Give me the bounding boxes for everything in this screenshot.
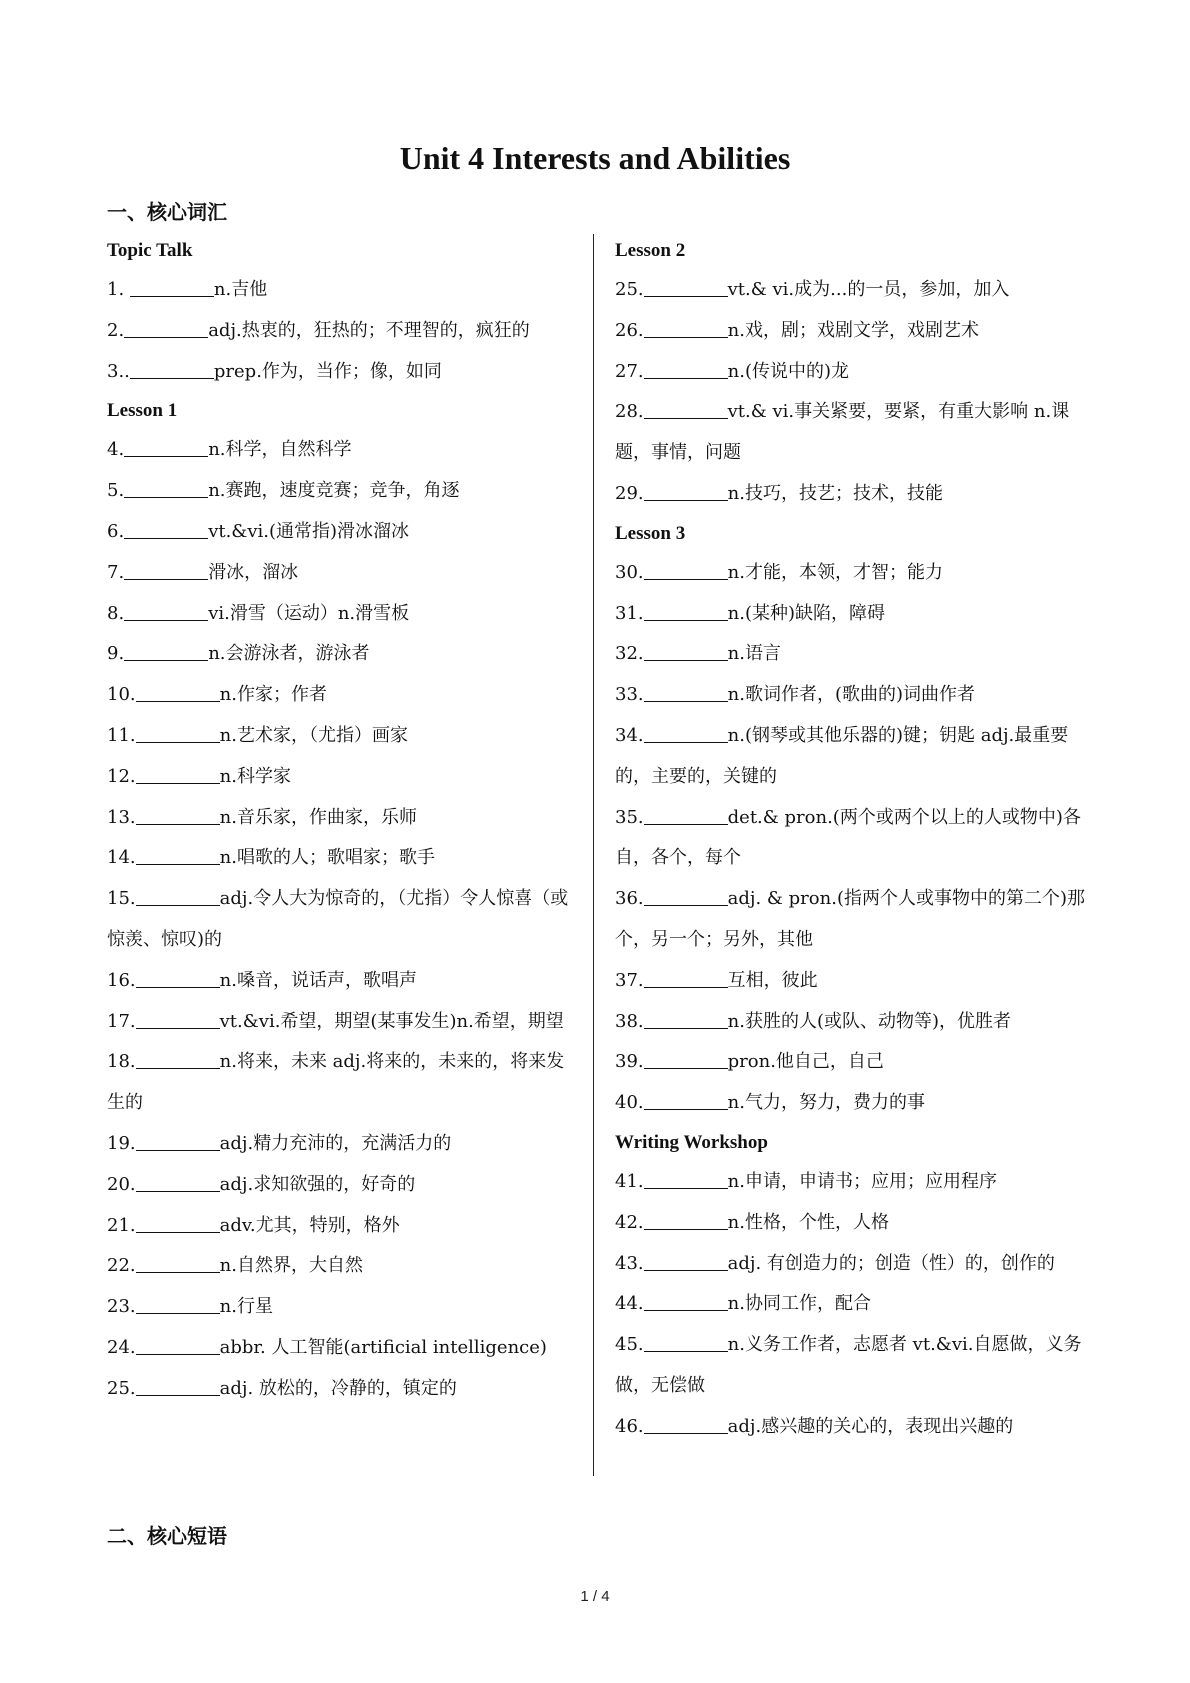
item-definition: n.唱歌的人；歌唱家；歌手 bbox=[219, 847, 435, 869]
item-number: 5. bbox=[107, 480, 125, 502]
item-number: 41. bbox=[615, 1170, 644, 1192]
item-definition: n.作家；作者 bbox=[219, 684, 327, 706]
item-definition: det.& pron.(两个或两个以上的人或物中)各自，各个，每个 bbox=[615, 806, 1081, 869]
item-definition: n.语言 bbox=[727, 643, 781, 665]
item-definition: prep.作为，当作；像，如同 bbox=[213, 360, 442, 382]
item-number: 20. bbox=[107, 1173, 136, 1195]
item-number: 28. bbox=[615, 401, 644, 423]
item-definition: adj.令人大为惊奇的，（尤指）令人惊喜（或惊羡、惊叹)的 bbox=[107, 888, 569, 950]
item-definition: pron.他自己，自己 bbox=[727, 1051, 884, 1073]
item-definition: n.(传说中的)龙 bbox=[727, 360, 849, 382]
item-number: 8. bbox=[107, 602, 125, 624]
item-number: 39. bbox=[615, 1051, 644, 1073]
answer-blank[interactable] bbox=[644, 804, 728, 825]
item-definition: n.歌词作者，(歌曲的)词曲作者 bbox=[727, 684, 975, 706]
item-number: 6. bbox=[107, 520, 125, 542]
item-number: 32. bbox=[615, 643, 644, 665]
item-definition: n.自然界，大自然 bbox=[219, 1255, 363, 1277]
item-definition: adj. 有创造力的；创造（性）的，创作的 bbox=[727, 1252, 1055, 1274]
item-definition: n.(钢琴或其他乐器的)键；钥匙 adj.最重要的，主要的，关键的 bbox=[615, 724, 1069, 787]
item-number: 10. bbox=[107, 684, 136, 706]
item-number: 40. bbox=[615, 1092, 644, 1114]
answer-blank[interactable] bbox=[644, 1209, 728, 1230]
item-number: 25. bbox=[107, 1377, 136, 1399]
item-number: 27. bbox=[615, 360, 644, 382]
vocab-item bbox=[615, 352, 1085, 393]
lesson-subheading: Lesson 2 bbox=[615, 240, 686, 261]
item-definition: n.获胜的人(或队、动物等)，优胜者 bbox=[727, 1010, 1011, 1032]
item-definition: vt.& vi.成为...的一员，参加，加入 bbox=[727, 279, 1010, 300]
section-heading-phrases: 二、核心短语 bbox=[107, 1524, 227, 1548]
answer-blank[interactable] bbox=[124, 317, 208, 338]
item-definition: n.行星 bbox=[219, 1296, 273, 1318]
item-number: 30. bbox=[615, 561, 644, 583]
item-definition: n.申请，申请书；应用；应用程序 bbox=[727, 1170, 997, 1192]
answer-blank[interactable] bbox=[644, 1008, 728, 1029]
vocab-item bbox=[107, 879, 577, 961]
answer-blank[interactable] bbox=[644, 1168, 728, 1189]
answer-blank[interactable] bbox=[124, 518, 208, 539]
vocab-item bbox=[615, 270, 1085, 311]
item-number: 24. bbox=[107, 1336, 136, 1358]
item-number: 17. bbox=[107, 1010, 136, 1032]
vocab-item bbox=[615, 675, 1085, 716]
vocab-item bbox=[615, 1203, 1085, 1244]
vocab-item bbox=[107, 675, 577, 716]
item-number: 33. bbox=[615, 684, 644, 706]
item-number: 34. bbox=[615, 724, 644, 746]
answer-blank[interactable] bbox=[644, 1250, 728, 1271]
answer-blank[interactable] bbox=[136, 1252, 220, 1273]
item-definition: abbr. 人工智能(artificial intelligence) bbox=[219, 1336, 547, 1358]
item-number: 29. bbox=[615, 482, 644, 504]
item-number: 1. bbox=[107, 279, 130, 300]
vocab-item bbox=[615, 1244, 1085, 1285]
answer-blank[interactable] bbox=[124, 477, 208, 498]
answer-blank[interactable] bbox=[644, 1290, 728, 1311]
item-definition: vt.&vi.希望，期望(某事发生)n.希望，期望 bbox=[219, 1010, 564, 1032]
vocab-item bbox=[107, 1124, 577, 1165]
item-definition: adj.感兴趣的关心的，表现出兴趣的 bbox=[727, 1415, 1014, 1437]
answer-blank[interactable] bbox=[644, 559, 728, 580]
answer-blank[interactable] bbox=[136, 1171, 220, 1192]
vocab-item bbox=[615, 1002, 1085, 1043]
item-definition: vt.& vi.事关紧要，要紧，有重大影响 n.课题，事情，问题 bbox=[615, 401, 1070, 464]
vocab-item bbox=[615, 879, 1085, 961]
answer-blank[interactable] bbox=[644, 398, 728, 419]
item-number: 31. bbox=[615, 602, 644, 624]
answer-blank[interactable] bbox=[124, 559, 208, 580]
answer-blank[interactable] bbox=[136, 1130, 220, 1151]
item-number: 2. bbox=[107, 319, 125, 341]
answer-blank[interactable] bbox=[136, 1334, 220, 1355]
answer-blank[interactable] bbox=[644, 358, 728, 379]
item-definition: n.气力，努力，费力的事 bbox=[727, 1092, 925, 1114]
vocab-item bbox=[107, 311, 577, 352]
answer-blank[interactable] bbox=[644, 1048, 728, 1069]
item-definition: n.音乐家，作曲家，乐师 bbox=[219, 806, 417, 828]
item-number: 38. bbox=[615, 1010, 644, 1032]
item-definition: adj. 放松的，冷静的，镇定的 bbox=[219, 1377, 457, 1399]
answer-blank[interactable] bbox=[124, 640, 208, 661]
item-definition: vt.&vi.(通常指)滑冰溜冰 bbox=[208, 520, 410, 542]
answer-blank[interactable] bbox=[644, 276, 728, 297]
item-number: 37. bbox=[615, 969, 644, 991]
item-number: 23. bbox=[107, 1296, 136, 1318]
lesson-subheading: Lesson 3 bbox=[615, 522, 686, 544]
section-heading-vocabulary: 一、核心词汇 bbox=[107, 200, 227, 224]
answer-blank[interactable] bbox=[644, 640, 728, 661]
item-definition: adj.求知欲强的，好奇的 bbox=[219, 1173, 416, 1195]
item-number: 45. bbox=[615, 1334, 644, 1356]
item-number: 14. bbox=[107, 847, 136, 869]
answer-blank[interactable] bbox=[130, 358, 214, 379]
vocab-item bbox=[615, 1325, 1085, 1407]
answer-blank[interactable] bbox=[136, 844, 220, 865]
vocab-item bbox=[615, 1407, 1085, 1448]
vocab-item bbox=[107, 634, 577, 675]
item-number: 25. bbox=[615, 279, 644, 300]
vocab-item bbox=[107, 757, 577, 798]
item-definition: n.赛跑，速度竞赛；竞争，角逐 bbox=[208, 480, 460, 502]
answer-blank[interactable] bbox=[136, 967, 220, 988]
item-number: 21. bbox=[107, 1214, 136, 1236]
item-definition: n.戏，剧；戏剧文学，戏剧艺术 bbox=[727, 319, 979, 341]
answer-blank[interactable] bbox=[136, 1212, 220, 1233]
item-definition: 滑冰，溜冰 bbox=[208, 561, 299, 583]
item-number: 42. bbox=[615, 1211, 644, 1233]
answer-blank[interactable] bbox=[136, 681, 220, 702]
vocab-item bbox=[107, 1002, 577, 1043]
vocab-item bbox=[107, 1206, 577, 1247]
item-definition: n.义务工作者，志愿者 vt.&vi.自愿做，义务做，无偿做 bbox=[615, 1334, 1082, 1396]
vocab-item bbox=[615, 798, 1085, 880]
lesson-subheading: Topic Talk bbox=[107, 240, 193, 261]
item-definition: n.技巧，技艺；技术，技能 bbox=[727, 482, 943, 504]
item-number: 26. bbox=[615, 319, 644, 341]
answer-blank[interactable] bbox=[124, 436, 208, 457]
column-divider bbox=[593, 234, 594, 1476]
vocab-item bbox=[107, 961, 577, 1002]
vocab-item bbox=[615, 311, 1085, 352]
page-number: 1 / 4 bbox=[580, 1588, 610, 1605]
answer-blank[interactable] bbox=[644, 681, 728, 702]
item-definition: n.性格，个性，人格 bbox=[727, 1211, 889, 1233]
item-definition: adj.热衷的，狂热的；不理智的，疯狂的 bbox=[208, 319, 530, 341]
vocab-item bbox=[615, 474, 1085, 515]
vocab-item bbox=[615, 1042, 1085, 1083]
item-definition: n.科学，自然科学 bbox=[208, 439, 352, 461]
item-definition: n.将来，未来 adj.将来的，未来的，将来发生的 bbox=[107, 1051, 565, 1114]
vocab-item bbox=[615, 594, 1085, 635]
answer-blank[interactable] bbox=[644, 480, 728, 501]
vocab-item bbox=[107, 1328, 577, 1369]
answer-blank[interactable] bbox=[136, 885, 220, 906]
item-number: 3.. bbox=[107, 360, 130, 382]
vocab-item bbox=[107, 716, 577, 757]
vocab-item bbox=[615, 553, 1085, 594]
item-definition: n.(某种)缺陷，障碍 bbox=[727, 602, 885, 624]
vocab-item bbox=[107, 430, 577, 471]
answer-blank[interactable] bbox=[136, 1008, 220, 1029]
vocab-item bbox=[615, 1083, 1085, 1124]
answer-blank[interactable] bbox=[136, 804, 220, 825]
item-number: 16. bbox=[107, 969, 136, 991]
answer-blank[interactable] bbox=[644, 1331, 728, 1352]
item-definition: n.协同工作，配合 bbox=[727, 1293, 871, 1315]
answer-blank[interactable] bbox=[644, 885, 728, 906]
item-definition: vi.滑雪（运动）n.滑雪板 bbox=[208, 602, 410, 624]
answer-blank[interactable] bbox=[136, 763, 220, 784]
vocab-item bbox=[107, 1042, 577, 1124]
vocab-item bbox=[107, 1369, 577, 1410]
page-title: Unit 4 Interests and Abilities bbox=[399, 140, 791, 176]
vocab-item bbox=[615, 392, 1085, 474]
item-definition: n.吉他 bbox=[213, 279, 268, 300]
answer-blank[interactable] bbox=[644, 317, 728, 338]
item-definition: adj.精力充沛的，充满活力的 bbox=[219, 1132, 452, 1154]
vocab-item bbox=[107, 1246, 577, 1287]
answer-blank[interactable] bbox=[136, 1293, 220, 1314]
vocab-item bbox=[615, 1284, 1085, 1325]
answer-blank[interactable] bbox=[136, 722, 220, 743]
vocab-column-right bbox=[615, 232, 1085, 1448]
vocab-column-left bbox=[107, 232, 577, 1410]
item-number: 35. bbox=[615, 806, 644, 828]
item-number: 19. bbox=[107, 1132, 136, 1154]
item-definition: n.艺术家，（尤指）画家 bbox=[219, 724, 408, 746]
vocab-item bbox=[107, 1165, 577, 1206]
item-number: 15. bbox=[107, 888, 136, 910]
item-number: 12. bbox=[107, 765, 136, 787]
vocab-item bbox=[107, 553, 577, 594]
lesson-subheading: Lesson 1 bbox=[107, 400, 178, 422]
answer-blank[interactable] bbox=[644, 600, 728, 621]
item-number: 9. bbox=[107, 643, 125, 665]
vocab-item bbox=[615, 634, 1085, 675]
vocab-item bbox=[107, 594, 577, 635]
vocab-item bbox=[615, 716, 1085, 798]
item-number: 22. bbox=[107, 1255, 136, 1277]
item-number: 7. bbox=[107, 561, 125, 583]
item-number: 4. bbox=[107, 439, 125, 461]
vocab-item bbox=[615, 1162, 1085, 1203]
answer-blank[interactable] bbox=[644, 967, 728, 988]
vocab-item bbox=[615, 961, 1085, 1002]
item-definition: n.科学家 bbox=[219, 765, 291, 787]
answer-blank[interactable] bbox=[644, 722, 728, 743]
item-definition: adv.尤其，特别，格外 bbox=[219, 1214, 400, 1236]
lesson-subheading: Writing Workshop bbox=[615, 1131, 768, 1153]
answer-blank[interactable] bbox=[644, 1089, 728, 1110]
vocab-item bbox=[107, 512, 577, 553]
vocab-item bbox=[107, 471, 577, 512]
item-definition: 互相，彼此 bbox=[727, 969, 818, 991]
answer-blank[interactable] bbox=[124, 600, 208, 621]
item-number: 36. bbox=[615, 888, 644, 910]
item-number: 11. bbox=[107, 724, 136, 746]
vocab-item bbox=[107, 1287, 577, 1328]
answer-blank[interactable] bbox=[136, 1048, 220, 1069]
answer-blank[interactable] bbox=[136, 1375, 220, 1396]
vocab-item bbox=[107, 270, 577, 311]
item-number: 13. bbox=[107, 806, 136, 828]
item-number: 43. bbox=[615, 1252, 644, 1274]
item-definition: adj. & pron.(指两个人或事物中的第二个)那个，另一个；另外，其他 bbox=[615, 888, 1085, 950]
vocab-item bbox=[107, 798, 577, 839]
answer-blank[interactable] bbox=[644, 1413, 728, 1434]
vocab-item bbox=[107, 352, 577, 393]
item-number: 18. bbox=[107, 1051, 136, 1073]
item-number: 46. bbox=[615, 1415, 644, 1437]
item-definition: n.会游泳者，游泳者 bbox=[208, 643, 370, 665]
vocab-item bbox=[107, 838, 577, 879]
answer-blank[interactable] bbox=[130, 276, 214, 297]
item-definition: n.才能，本领，才智；能力 bbox=[727, 561, 943, 583]
item-definition: n.嗓音，说话声，歌唱声 bbox=[219, 969, 417, 991]
item-number: 44. bbox=[615, 1293, 644, 1315]
